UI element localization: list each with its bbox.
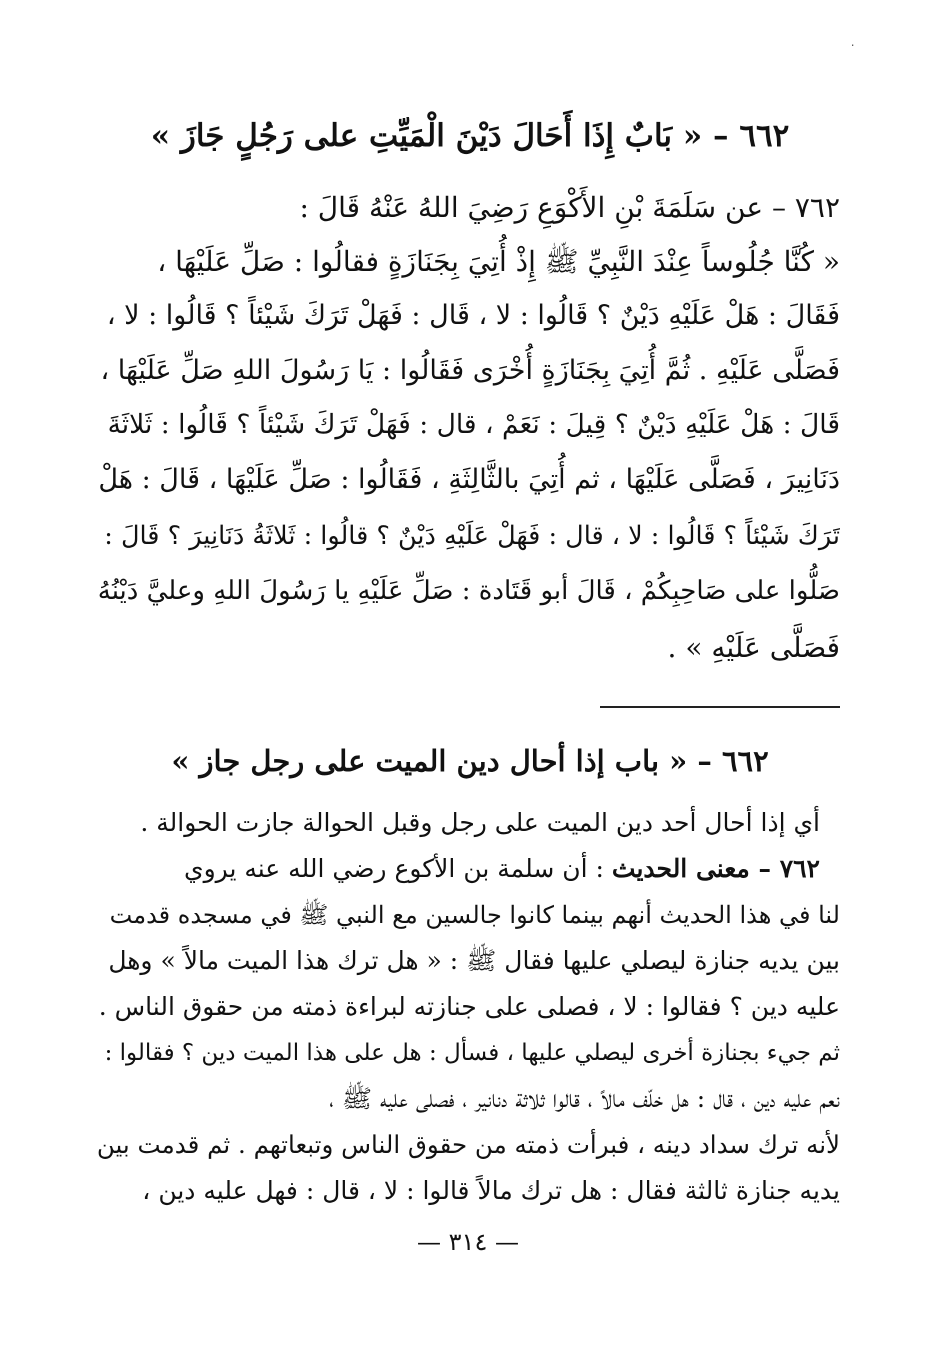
hadith-line-1: ٧٦٢ – عن سَلَمَةَ بْنِ الأَكْوَعِ رَضِيَ اللهُ عَنْهُ قَالَ :	[299, 191, 840, 224]
commentary-line-text: ثم جيء بجنازة أخرى ليصلي عليها ، فسأل : هل على هذا الميت دين ؟ فقالوا :	[104, 1040, 840, 1066]
commentary-line-text: : أن سلمة بن الأكوع رضي الله عنه يروي	[184, 854, 612, 883]
commentary-line-2	[96, 846, 820, 892]
commentary-line-6	[96, 1030, 840, 1076]
commentary-line-text: لنا في هذا الحديث أنهم بينما كانوا جالسين مع النبي ﷺ في مسجده قدمت	[109, 901, 840, 929]
commentary-line-text: عليه دين ؟ فقالوا : لا ، فصلى على جنازته لبراءة ذمته من حقوق الناس .	[98, 992, 840, 1021]
hadith-line-9: فَصَلَّى عَلَيْهِ » .	[667, 631, 840, 664]
commentary-line-7	[96, 1076, 840, 1122]
hadith-chapter-heading: ٦٦٢ – « بَابٌ إِذَا أَحَالَ دَيْنَ الْمَيِّتِ على رَجُلٍ جَازَ »	[150, 118, 790, 154]
commentary-line-text: يديه جنازة ثالثة فقال : هل ترك مالاً قالوا : لا ، قال : فهل عليه دين ،	[142, 1176, 840, 1205]
commentary-line-5	[96, 984, 840, 1030]
hadith-line-6: دَنَانِيرَ ، فَصَلَّى عَلَيْهَا ، ثم أُتِيَ بالثَّالِثَةِ ، فَقَالُوا : صَلِّ عَلَيْهَا ، قَالَ : هَلْ	[98, 464, 840, 495]
commentary-line-1	[96, 800, 820, 846]
commentary-line-3	[96, 892, 840, 938]
hadith-line-3: فَقَالَ : هَلْ عَلَيْهِ دَيْنٌ ؟ قَالُوا : لا ، قَال : فَهَلْ تَرَكَ شَيْئاً ؟ قَالُوا : لا ،	[106, 300, 840, 331]
commentary-line-text: أي إذا أحال أحد دين الميت على رجل وقبل الحوالة جازت الحوالة .	[140, 808, 820, 837]
commentary-line-4	[96, 938, 840, 984]
commentary-line-8	[96, 1122, 840, 1168]
hadith-line-2: « كُنَّا جُلُوساً عِنْدَ النَّبِيِّ ﷺ إِذْ أُتِيَ بِجَنَازَةٍ فقالُوا : صَلِّ عَلَيْهَا ،	[157, 245, 840, 278]
dot-mark: ٠	[850, 40, 856, 51]
commentary-line-text: نعم عليه دين ، قال : هل خلّف مالاً ، قالوا ثلاثة دنانير ، فصلى عليه ﷺ ،	[329, 1084, 840, 1113]
commentary-chapter-heading: ٦٦٢ – « باب إذا أحال دين الميت على رجل جاز »	[171, 744, 769, 778]
section-divider	[600, 706, 840, 708]
hadith-meaning-label: ٧٦٢ – معنى الحديث	[611, 854, 820, 883]
hadith-line-4: فَصَلَّى عَلَيْهِ . ثُمَّ أُتِيَ بِجَنَازَةٍ أُخْرَى فَقَالُوا : يَا رَسُولَ اللهِ صَلِّ عَلَيْهَا ،	[100, 355, 840, 386]
page-number: — ٣١٤ —	[417, 1228, 519, 1256]
hadith-line-8: صَلُّوا على صَاحِبِكُمْ ، قَالَ أبو قَتَادة : صَلِّ عَلَيْهِ يا رَسُولَ اللهِ وعليَّ دَيْنُهُ	[97, 576, 840, 606]
hadith-line-7: تَرَكَ شَيْئاً ؟ قَالُوا : لا ، قال : فَهَلْ عَلَيْهِ دَيْنٌ ؟ قالُوا : ثَلاثَةُ دَنَانِيرَ ؟ قَالَ :	[104, 521, 840, 551]
hadith-line-5: قَالَ : هَلْ عَلَيْهِ دَيْنٌ ؟ قِيلَ : نَعَمْ ، قال : فَهَلْ تَرَكَ شَيْئاً ؟ قَالُوا : ثَلاثَةَ	[107, 409, 840, 440]
commentary-line-text: لأنه ترك سداد دينه ، فبرأت ذمته من حقوق الناس وتبعاتهم . ثم قدمت بين	[96, 1130, 840, 1159]
commentary-line-9	[96, 1168, 840, 1214]
commentary-line-text: بين يديه جنازة ليصلي عليها فقال ﷺ : « هل ترك هذا الميت مالاً » وهل	[108, 946, 840, 975]
